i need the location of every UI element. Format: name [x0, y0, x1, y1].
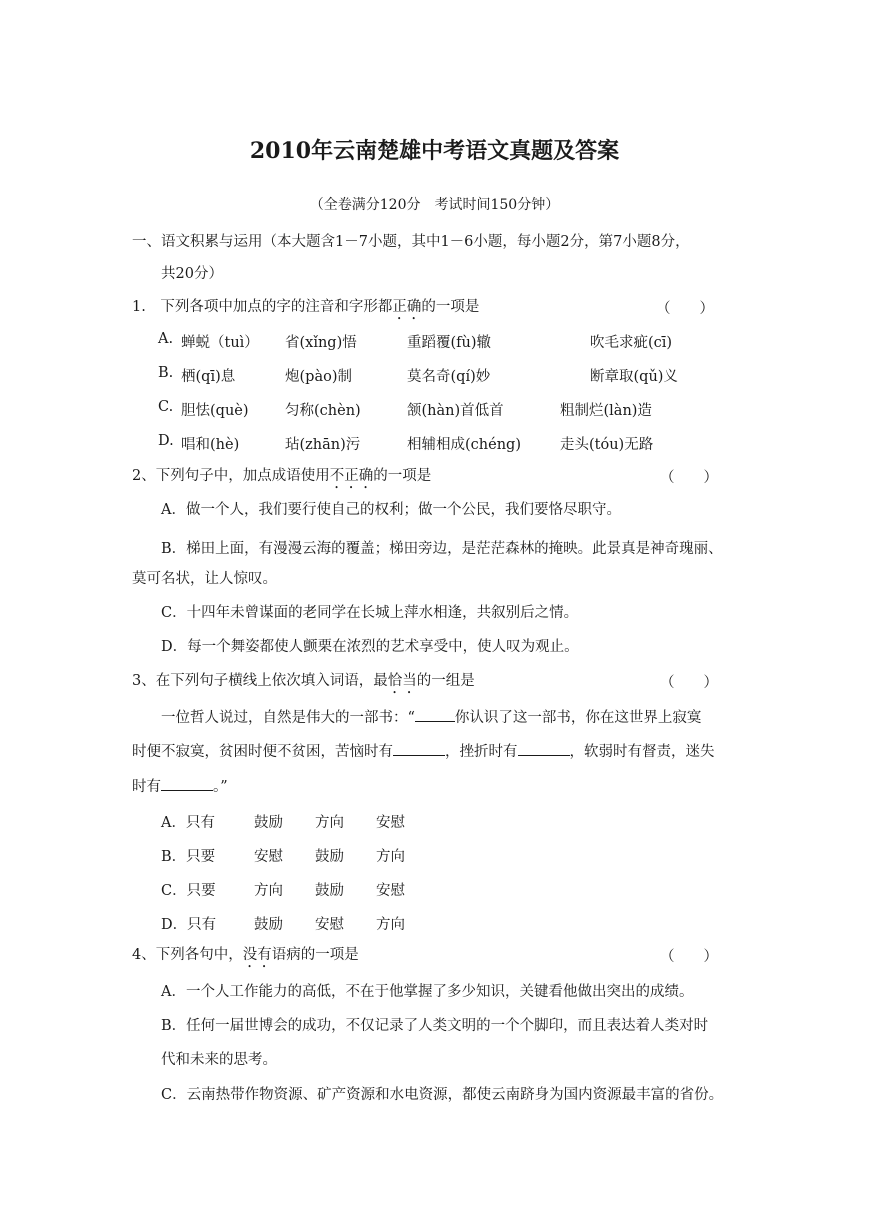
- passage-line-3: [132, 776, 228, 797]
- option-word: 安慰: [254, 849, 283, 865]
- option-label: C.: [158, 399, 174, 415]
- passage-text: 你认识了这一部书，你在这世界上寂寞: [454, 710, 702, 726]
- option-word: 鼓励: [254, 815, 283, 831]
- fill-blank: [518, 741, 570, 756]
- option-c: C．云南热带作物资源、矿产资源和水电资源，都使云南跻身为国内资源最丰富的省份。: [161, 1087, 724, 1103]
- question-4-stem: [132, 945, 359, 971]
- option-label: D.: [158, 433, 174, 449]
- option-cell: 胆怯(què): [181, 403, 249, 419]
- emphasis-text: 没有: [242, 947, 272, 963]
- option-cell: 玷(zhān)污: [285, 437, 361, 453]
- passage-line-2: [132, 741, 715, 762]
- stem-text: 2、下列句子中，加点成语使用: [132, 468, 330, 484]
- option-cell: 相辅相成(chéng): [407, 437, 521, 453]
- emphasis-text: 恰当: [387, 673, 417, 689]
- fill-blank: [393, 741, 445, 756]
- passage-text: 。”: [213, 779, 228, 795]
- option-b-cont: 代和未来的思考。: [161, 1052, 277, 1068]
- stem-text: 3、在下列句子横线上依次填入词语，最: [132, 673, 388, 689]
- passage-text: 一位哲人说过，自然是伟大的一部书：“: [161, 710, 415, 726]
- section-heading-cont: 共20分）: [161, 266, 223, 282]
- option-cell: 莫名奇(qí)妙: [407, 369, 491, 385]
- option-word: 方向: [315, 815, 344, 831]
- fill-blank: [415, 707, 455, 722]
- option-a: A．做一个人，我们要行使自己的权利；做一个公民，我们要恪尽职守。: [161, 502, 621, 518]
- option-word: 鼓励: [315, 883, 344, 899]
- option-label: A.: [158, 331, 174, 347]
- stem-text: 的一组是: [416, 673, 475, 689]
- option-label: B．只要: [161, 849, 216, 865]
- passage-text: 时有: [132, 779, 161, 795]
- option-cell: 栖(qī)息: [181, 369, 236, 385]
- option-c: C．十四年未曾谋面的老同学在长城上萍水相逢，共叙别后之情。: [161, 605, 579, 621]
- option-label: A．只有: [161, 815, 215, 831]
- answer-paren: （ ）: [660, 675, 718, 691]
- option-b: B．任何一届世博会的成功，不仅记录了人类文明的一个个脚印，而且表达着人类对时: [161, 1018, 709, 1034]
- answer-paren: （ ）: [656, 301, 714, 317]
- option-word: 方向: [376, 917, 405, 933]
- stem-text: 的一项是: [421, 299, 480, 315]
- section-heading: 一、语文积累与运用（本大题含1－7小题，其中1－6小题，每小题2分，第7小题8分，: [132, 234, 690, 250]
- option-cell: 粗制烂(làn)造: [560, 403, 652, 419]
- option-word: 鼓励: [315, 849, 344, 865]
- stem-text: 1. 下列各项中加点的字的注音和字形都: [132, 299, 393, 315]
- fill-blank: [161, 776, 213, 791]
- option-cell: 吹毛求疵(cī): [590, 335, 673, 351]
- stem-text: 的一项是: [373, 468, 432, 484]
- option-word: 安慰: [315, 917, 344, 933]
- option-cell: 走头(tóu)无路: [560, 437, 654, 453]
- option-word: 鼓励: [254, 917, 283, 933]
- answer-paren: （ ）: [660, 949, 718, 965]
- option-label: D．只有: [161, 917, 217, 933]
- exam-subtitle: （全卷满分120分 考试时间150分钟）: [309, 197, 560, 213]
- option-a: A．一个人工作能力的高低，不在于他掌握了多少知识，关键看他做出突出的成绩。: [161, 984, 694, 1000]
- option-b: B．梯田上面，有漫漫云海的覆盖；梯田旁边，是茫茫森林的掩映。此景真是神奇瑰丽、: [161, 541, 723, 557]
- passage-text: ，挫折时有: [445, 744, 518, 760]
- passage-text: ，软弱时有督责，迷失: [569, 744, 715, 760]
- question-3-stem: [132, 671, 475, 697]
- question-2-stem: [132, 466, 431, 492]
- option-cell: 颔(hàn)首低首: [407, 403, 504, 419]
- passage-text: 时便不寂寞，贫困时便不贫困，苦恼时有: [132, 744, 393, 760]
- emphasis-text: 正确: [392, 299, 422, 315]
- option-cell: 炮(pào)制: [285, 369, 352, 385]
- option-word: 方向: [254, 883, 283, 899]
- page-title: 2010年云南楚雄中考语文真题及答案: [249, 138, 620, 164]
- option-cell: 唱和(hè): [181, 437, 240, 453]
- option-cell: 蝉蜕（tuì）: [181, 335, 259, 351]
- option-word: 方向: [376, 849, 405, 865]
- option-label: B.: [158, 365, 174, 381]
- answer-paren: （ ）: [660, 470, 718, 486]
- option-d: D．每一个舞姿都使人颤栗在浓烈的艺术享受中，使人叹为观止。: [161, 639, 579, 655]
- option-label: C．只要: [161, 883, 216, 899]
- passage-line-1: [161, 707, 701, 728]
- emphasis-text: 不正确: [329, 468, 374, 484]
- question-1-stem: [132, 297, 479, 323]
- option-word: 安慰: [376, 883, 405, 899]
- option-word: 安慰: [376, 815, 405, 831]
- stem-text: 4、下列各句中，: [132, 947, 243, 963]
- option-cell: 重蹈覆(fù)辙: [407, 335, 492, 351]
- option-cell: 匀称(chèn): [285, 403, 361, 419]
- stem-text: 语病的一项是: [271, 947, 359, 963]
- option-cell: 省(xǐng)悟: [285, 335, 357, 351]
- option-cell: 断章取(qǔ)义: [590, 369, 678, 385]
- option-b-cont: 莫可名状，让人惊叹。: [132, 571, 277, 587]
